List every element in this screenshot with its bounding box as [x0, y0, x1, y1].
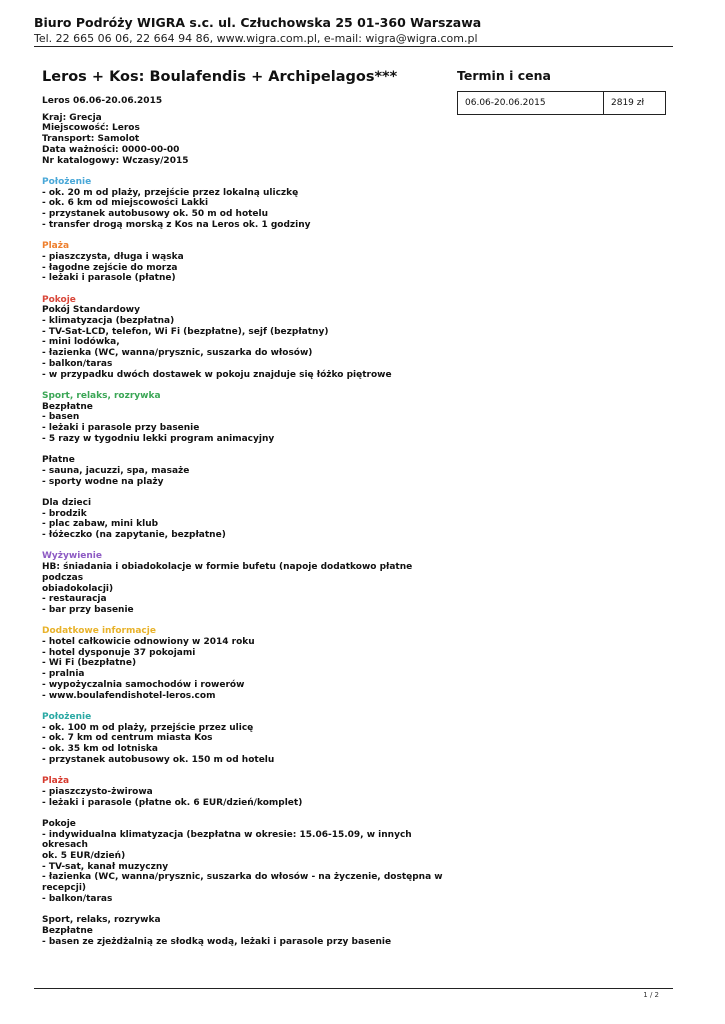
section-line: Bezpłatne	[42, 925, 93, 936]
section-line: - leżaki i parasole (płatne ok. 6 EUR/dzień/komplet)	[42, 797, 303, 808]
section-heading: Sport, relaks, rozrywka	[42, 915, 161, 926]
section-line: - łazienka (WC, wanna/prysznic, suszarka do włosów - na życzenie, dostępna w	[42, 872, 443, 883]
section-line: - ok. 6 km od miejscowości Lakki	[42, 198, 209, 209]
section	[42, 776, 447, 808]
section-line: - plac zabaw, mini klub	[42, 519, 159, 530]
section	[42, 177, 447, 231]
pricing-table	[457, 91, 666, 115]
offer-info-line: Transport: Samolot	[42, 134, 140, 145]
section-heading: Pokoje	[42, 818, 76, 829]
section-line: - indywidualna klimatyzacja (bezpłatna w okresie: 15.06-15.09, w innych okresach	[42, 829, 415, 851]
section-line: - basen ze zjeżdżalnią ze słodką wodą, leżaki i parasole przy basenie	[42, 936, 392, 947]
section-line: - sauna, jacuzzi, spa, masaże	[42, 465, 190, 476]
section-line: - łazienka (WC, wanna/prysznic, suszarka do włosów)	[42, 348, 313, 359]
pricing-panel	[457, 68, 666, 115]
section-line	[42, 487, 447, 498]
section-line: - brodzik	[42, 508, 87, 519]
section	[42, 295, 447, 381]
section-line: Płatne	[42, 455, 75, 466]
section-line: - przystanek autobusowy ok. 150 m od hotelu	[42, 754, 275, 765]
offer-info	[42, 113, 447, 167]
section	[42, 551, 447, 615]
section-line: recepcji)	[42, 883, 87, 894]
section-line: - piaszczysta, długa i wąska	[42, 251, 184, 262]
section-line: - klimatyzacja (bezpłatna)	[42, 316, 175, 327]
letterhead	[34, 15, 674, 46]
pricing-row	[458, 92, 666, 115]
pricing-title: Termin i cena	[457, 68, 551, 83]
section-line: - ok. 7 km od centrum miasta Kos	[42, 733, 213, 744]
section-heading: Plaża	[42, 241, 70, 252]
section-line: - leżaki i parasole (płatne)	[42, 273, 176, 284]
offer-description	[42, 68, 447, 958]
offer-info-line: Nr katalogowy: Wczasy/2015	[42, 155, 189, 166]
section-line: - ok. 100 m od plaży, przejście przez ulicę	[42, 722, 254, 733]
section-line: - przystanek autobusowy ok. 50 m od hotelu	[42, 209, 269, 220]
section-line: ok. 5 EUR/dzień)	[42, 851, 126, 862]
section	[42, 819, 447, 905]
section-line: obiadokolacji)	[42, 583, 114, 594]
agency-name: Biuro Podróży WIGRA s.c. ul. Człuchowska 25 01-360 Warszawa	[34, 15, 482, 30]
section-line: - restauracja	[42, 594, 107, 605]
pricing-term: 06.06-20.06.2015	[458, 92, 604, 115]
agency-contact: Tel. 22 665 06 06, 22 664 94 86, www.wigra.com.pl, e-mail: wigra@wigra.com.pl	[34, 32, 478, 45]
section-line: - ok. 35 km od lotniska	[42, 744, 158, 755]
section-heading: Położenie	[42, 711, 92, 722]
section-line: - bar przy basenie	[42, 604, 134, 615]
section-line: - mini lodówka,	[42, 337, 120, 348]
offer-info-line: Kraj: Grecja	[42, 112, 102, 123]
section-line: - sporty wodne na plaży	[42, 476, 164, 487]
section-line: - www.boulafendishotel-leros.com	[42, 690, 216, 701]
section-line: - balkon/taras	[42, 893, 113, 904]
section	[42, 915, 447, 947]
section-line: Dla dzieci	[42, 497, 92, 508]
offer-title: Leros + Kos: Boulafendis + Archipelagos***	[42, 69, 398, 85]
footer-divider	[34, 988, 673, 989]
section-line: - transfer drogą morską z Kos na Leros ok. 1 godziny	[42, 219, 311, 230]
section	[42, 391, 447, 541]
pricing-price: 2819 zł	[604, 92, 666, 115]
section	[42, 626, 447, 701]
section-heading: Wyżywienie	[42, 551, 102, 562]
section-line: - basen	[42, 412, 80, 423]
section-line: - ok. 20 m od plaży, przejście przez lokalną uliczkę	[42, 187, 299, 198]
offer-info-line: Miejscowość: Leros	[42, 123, 140, 134]
section-line: - balkon/taras	[42, 358, 113, 369]
section-line: - łagodne zejście do morza	[42, 262, 178, 273]
section-line: - TV-Sat-LCD, telefon, Wi Fi (bezpłatne), sejf (bezpłatny)	[42, 326, 329, 337]
section-heading: Położenie	[42, 176, 92, 187]
section-heading: Plaża	[42, 776, 70, 787]
section-line: - hotel całkowicie odnowiony w 2014 roku	[42, 637, 255, 648]
offer-dates: Leros 06.06-20.06.2015	[42, 96, 163, 106]
offer-info-line: Data ważności: 0000-00-00	[42, 144, 180, 155]
section-line: - pralnia	[42, 669, 85, 680]
section-line: Pokój Standardowy	[42, 305, 140, 316]
section-line: - wypożyczalnia samochodów i rowerów	[42, 679, 245, 690]
section-line: - TV-sat, kanał muzyczny	[42, 861, 169, 872]
section-line: HB: śniadania i obiadokolacje w formie bufetu (napoje dodatkowo płatne podczas	[42, 562, 416, 583]
section-line: - piaszczysto-żwirowa	[42, 786, 153, 797]
section	[42, 241, 447, 284]
section	[42, 712, 447, 766]
section-line: - Wi Fi (bezpłatne)	[42, 658, 137, 669]
section-line: Bezpłatne	[42, 401, 93, 412]
section-line: - leżaki i parasole przy basenie	[42, 423, 200, 434]
section-line: - łóżeczko (na zapytanie, bezpłatne)	[42, 530, 226, 541]
section-line: - w przypadku dwóch dostawek w pokoju znajduje się łóżko piętrowe	[42, 369, 392, 380]
section-line: - 5 razy w tygodniu lekki program animacyjny	[42, 433, 275, 444]
section-line: - hotel dysponuje 37 pokojami	[42, 647, 196, 658]
section-line	[42, 444, 447, 455]
page-number: 1 / 2	[643, 991, 659, 999]
section-heading: Pokoje	[42, 294, 76, 305]
section-heading: Sport, relaks, rozrywka	[42, 390, 161, 401]
offer-sections	[42, 177, 447, 947]
section-heading: Dodatkowe informacje	[42, 626, 156, 637]
header-divider	[34, 46, 673, 47]
